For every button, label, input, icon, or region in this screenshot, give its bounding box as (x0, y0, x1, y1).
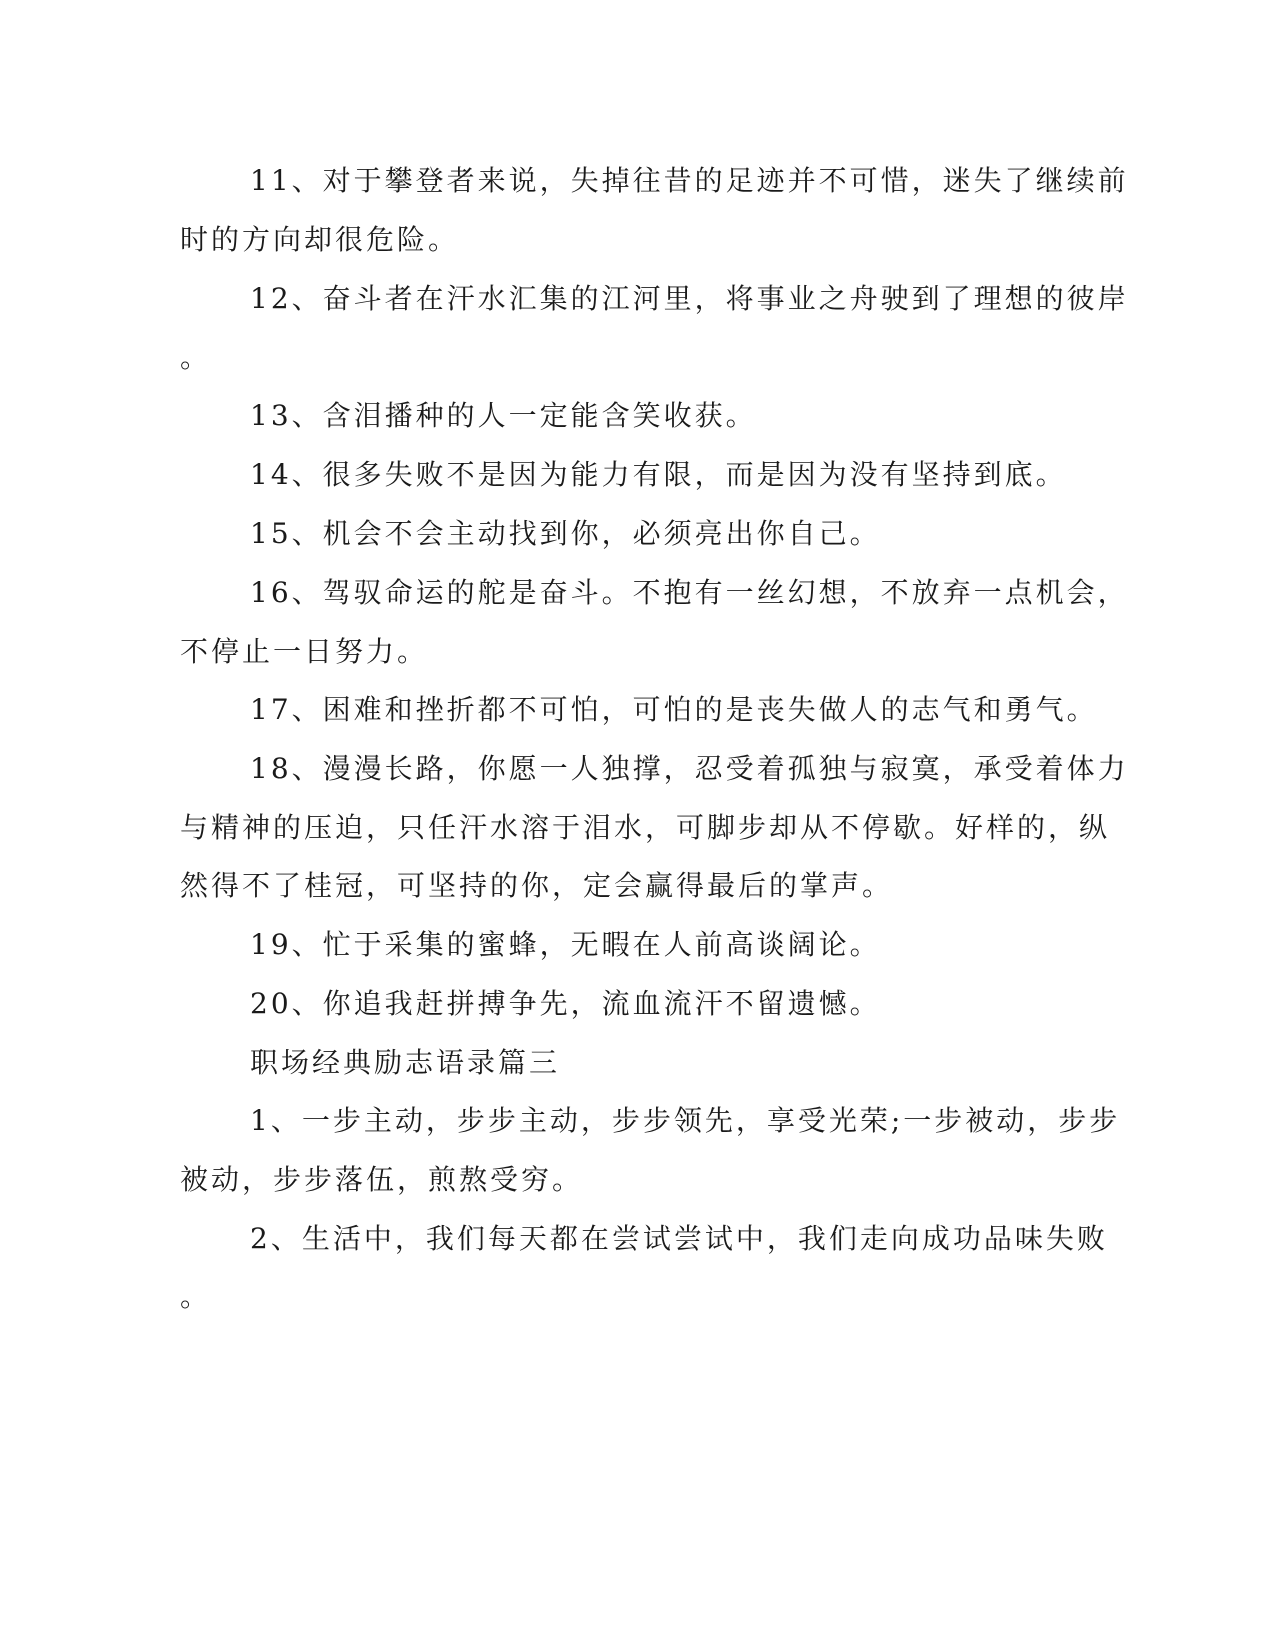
paragraph-20: 20、你追我赶拼搏争先，流血流汗不留遗憾。 (250, 987, 881, 1020)
paragraph-17: 17、困难和挫折都不可怕，可怕的是丧失做人的志气和勇气。 (250, 693, 1098, 726)
paragraph-s3-1-line-1: 1、一步主动，步步主动，步步领先，享受光荣;一步被动，步步 (250, 1104, 1121, 1137)
paragraph-s3-2-line-2: 。 (180, 1280, 212, 1313)
paragraph-18-line-3: 然得不了桂冠，可坚持的你，定会赢得最后的掌声。 (180, 869, 894, 902)
paragraph-16-line-2: 不停止一日努力。 (180, 635, 429, 668)
paragraph-s3-1-line-2: 被动，步步落伍，煎熬受穷。 (180, 1163, 584, 1196)
section-heading: 职场经典励志语录篇三 (250, 1046, 561, 1079)
paragraph-13: 13、含泪播种的人一定能含笑收获。 (250, 399, 757, 432)
paragraph-s3-2-line-1: 2、生活中，我们每天都在尝试尝试中，我们走向成功品味失败 (250, 1222, 1108, 1255)
paragraph-19: 19、忙于采集的蜜蜂，无暇在人前高谈阔论。 (250, 928, 881, 961)
paragraph-16-line-1: 16、驾驭命运的舵是奋斗。不抱有一丝幻想，不放弃一点机会， (250, 576, 1129, 609)
paragraph-15: 15、机会不会主动找到你，必须亮出你自己。 (250, 517, 881, 550)
paragraph-12-line-2: 。 (180, 341, 212, 374)
paragraph-11-line-1: 11、对于攀登者来说，失掉往昔的足迹并不可惜，迷失了继续前 (250, 164, 1129, 197)
paragraph-12-line-1: 12、奋斗者在汗水汇集的江河里，将事业之舟驶到了理想的彼岸 (250, 282, 1129, 315)
paragraph-11-line-2: 时的方向却很危险。 (180, 223, 460, 256)
paragraph-18-line-2: 与精神的压迫，只任汗水溶于泪水，可脚步却从不停歇。好样的，纵 (180, 811, 1111, 844)
paragraph-14: 14、很多失败不是因为能力有限，而是因为没有坚持到底。 (250, 458, 1067, 491)
paragraph-18-line-1: 18、漫漫长路，你愿一人独撑，忍受着孤独与寂寞，承受着体力 (250, 752, 1129, 785)
